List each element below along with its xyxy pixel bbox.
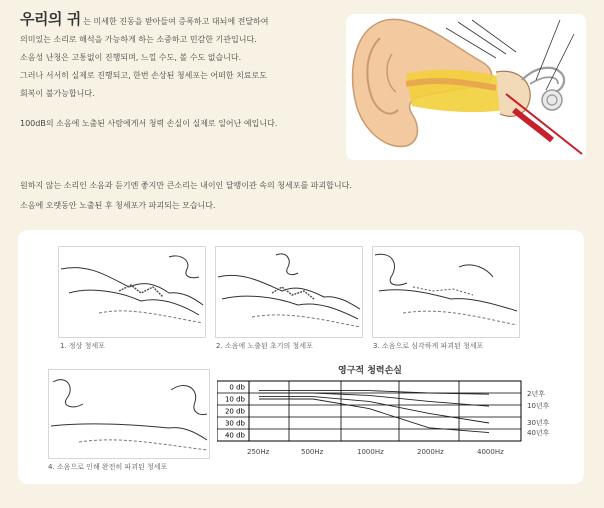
normal-hair-cell-sketch bbox=[58, 246, 206, 338]
x-tick-label: 2000Hz bbox=[417, 448, 444, 456]
intro-first-line bbox=[20, 10, 340, 31]
intro-title: 우리의 귀 bbox=[20, 10, 81, 28]
ear-anatomy-illustration bbox=[346, 14, 586, 160]
caption-early-damage: 2. 소음에 노출된 초기의 청세포 bbox=[216, 342, 313, 350]
y-tick-label: 20 db bbox=[224, 407, 245, 416]
chart-frame bbox=[217, 381, 521, 441]
y-tick-label: 40 db bbox=[224, 431, 245, 440]
early-damage-sketch bbox=[215, 246, 363, 338]
severe-damage-sketch bbox=[372, 246, 520, 338]
intro-example: 100dB의 소음에 노출된 사람에게서 청력 손실이 실제로 일어난 예입니다. bbox=[20, 119, 278, 128]
x-tick-label: 250Hz bbox=[247, 448, 270, 456]
series-line bbox=[259, 393, 489, 406]
series-line bbox=[259, 391, 489, 395]
caption-destroyed: 4. 소음으로 인해 완전히 파괴된 청세포 bbox=[48, 463, 168, 471]
explanation-line-1: 원하지 않는 소리인 소음과 듣기엔 좋지만 큰소리는 내이인 달팽이관 속의 청세포를 파괴합니다. bbox=[20, 181, 352, 190]
explanation-line-2: 소음에 오랫동안 노출된 후 청세포가 파괴되는 모습니다. bbox=[20, 201, 216, 210]
x-tick-label: 4000Hz bbox=[477, 448, 504, 456]
explanation-text bbox=[20, 176, 352, 216]
chart-title: 영구적 청력손실 bbox=[338, 366, 402, 376]
intro-line: 회복이 불가능합니다. bbox=[20, 89, 95, 98]
series-line bbox=[259, 399, 489, 433]
y-tick-label: 10 db bbox=[224, 395, 245, 404]
intro-line: 의미있는 소리로 해석을 가능하게 하는 소중하고 민감한 기관입니다. bbox=[20, 35, 257, 44]
intro-lead: 는 미세한 진동을 받아들여 증폭하고 대뇌에 전달하여 bbox=[83, 17, 269, 26]
destroyed-cell-sketch bbox=[48, 369, 210, 459]
y-tick-label: 0 db bbox=[229, 383, 245, 392]
series-label: 2년후 bbox=[527, 390, 545, 399]
caption-normal: 1. 정상 청세포 bbox=[60, 342, 105, 350]
x-tick-label: 500Hz bbox=[301, 448, 324, 456]
series-label: 30년후 bbox=[527, 419, 550, 427]
series-label: 40년후 bbox=[527, 428, 550, 437]
y-tick-label: 30 db bbox=[224, 419, 245, 428]
intro-text bbox=[20, 10, 340, 133]
intro-line: 그러나 서서히 실제로 진행되고, 한번 손상된 청세포는 어떠한 치료로도 bbox=[20, 71, 267, 80]
intro-line: 소음성 난청은 고통없이 진행되며, 느낄 수도, 볼 수도 없습니다. bbox=[20, 53, 242, 62]
series-label: 10년후 bbox=[527, 402, 550, 411]
caption-severe-damage: 3. 소음으로 심각하게 파괴된 청세포 bbox=[373, 342, 484, 350]
x-tick-label: 1000Hz bbox=[357, 448, 384, 456]
